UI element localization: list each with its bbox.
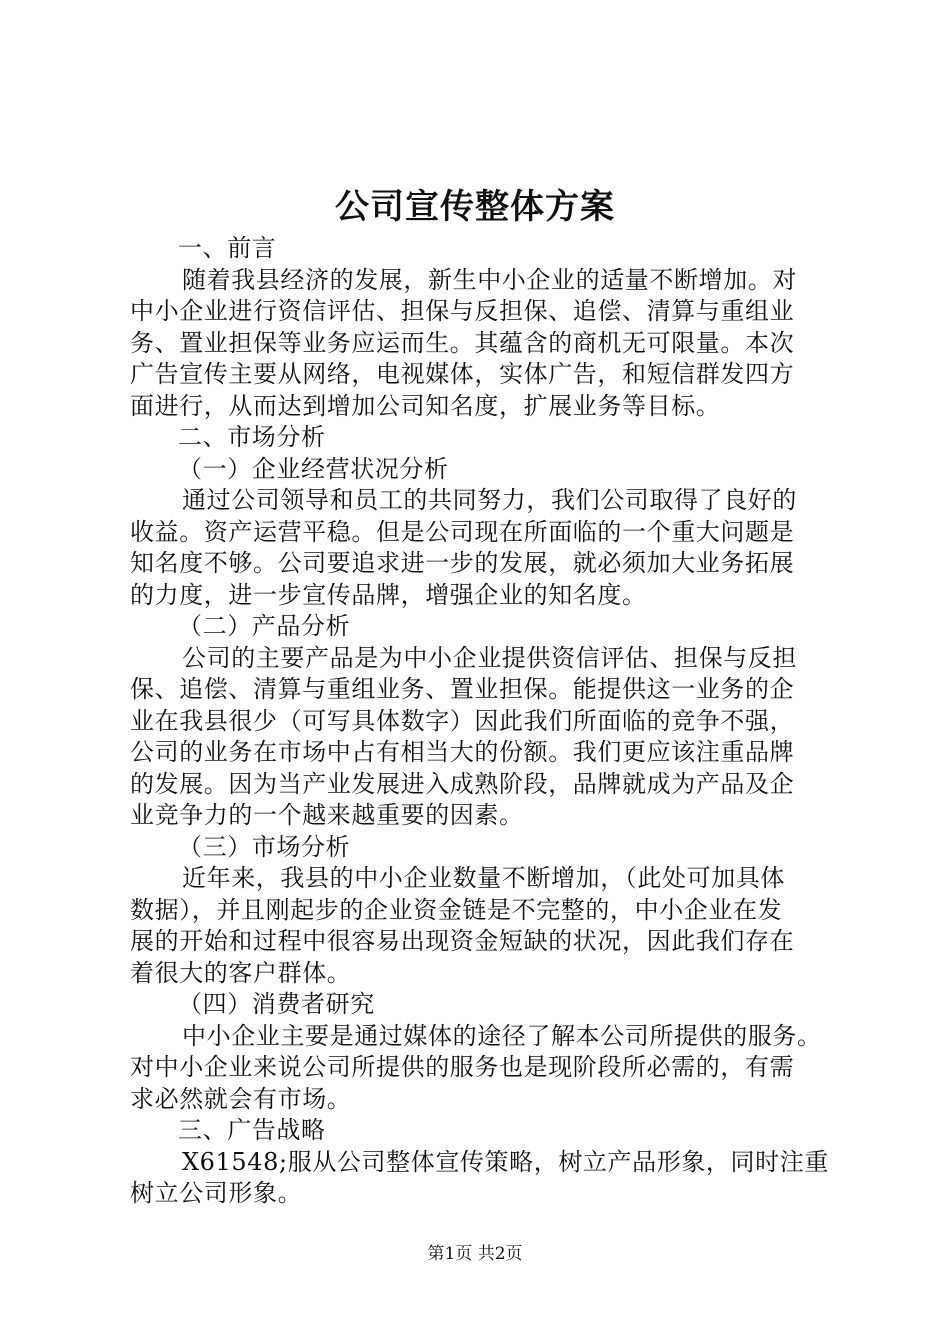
paragraph-line: 对中小企业来说公司所提供的服务也是现阶段所必需的，有需	[130, 1053, 795, 1081]
paragraph-line: 业竞争力的一个越来越重要的因素。	[130, 801, 524, 829]
paragraph-line: 收益。资产运营平稳。但是公司现在所面临的一个重大问题是	[130, 517, 795, 546]
section-heading: 三、广告战略	[178, 1116, 326, 1144]
subsection-heading: （一）企业经营状况分析	[178, 454, 449, 483]
page-footer: 第1页 共2页	[427, 1244, 523, 1264]
section-heading: 二、市场分析	[178, 423, 326, 451]
paragraph-first-line: 通过公司领导和员工的共同努力，我们公司取得了良好的	[182, 486, 797, 514]
paragraph-line: 数据），并且刚起步的企业资金链是不完整的，中小企业在发	[130, 895, 783, 924]
subsection-heading: （四）消费者研究	[178, 990, 375, 1018]
paragraph-line: 的力度，进一步宣传品牌，增强企业的知名度。	[130, 580, 647, 609]
paragraph-line: 中小企业进行资信评估、担保与反担保、追偿、清算与重组业	[130, 297, 795, 325]
paragraph-line: 的发展。因为当产业发展进入成熟阶段，品牌就成为产品及企	[130, 769, 795, 798]
paragraph-line: 求必然就会有市场。	[130, 1084, 352, 1113]
paragraph-first-line: 随着我县经济的发展，新生中小企业的适量不断增加。对	[182, 265, 797, 294]
paragraph-line: 务、置业担保等业务应运而生。其蕴含的商机无可限量。本次	[130, 328, 795, 357]
section-heading: 一、前言	[178, 234, 277, 262]
subsection-heading: （三）市场分析	[178, 832, 351, 861]
paragraph-line: 保、追偿、清算与重组业务、置业担保。能提供这一业务的企	[130, 675, 795, 703]
paragraph-line: 树立公司形象。	[130, 1179, 303, 1207]
paragraph-first-line: X61548;服从公司整体宣传策略，树立产品形象，同时注重	[182, 1147, 829, 1176]
paragraph-line: 广告宣传主要从网络，电视媒体，实体广告，和短信群发四方	[130, 360, 795, 388]
paragraph-first-line: 公司的主要产品是为中小企业提供资信评估、担保与反担	[182, 643, 797, 672]
paragraph-line: 知名度不够。公司要追求进一步的发展，就必须加大业务拓展	[130, 549, 795, 577]
paragraph-first-line: 中小企业主要是通过媒体的途径了解本公司所提供的服务。	[182, 1021, 822, 1050]
paragraph-line: 着很大的客户群体。	[130, 958, 352, 987]
subsection-heading: （二）产品分析	[178, 612, 351, 640]
paragraph-line: 展的开始和过程中很容易出现资金短缺的状况，因此我们存在	[130, 927, 795, 955]
paragraph-line: 公司的业务在市场中占有相当大的份额。我们更应该注重品牌	[130, 738, 795, 766]
paragraph-line: 业在我县很少（可写具体数字）因此我们所面临的竞争不强，	[130, 706, 795, 735]
document-body	[130, 233, 830, 1210]
document-title: 公司宣传整体方案	[335, 187, 615, 227]
paragraph-first-line: 近年来，我县的中小企业数量不断增加，（此处可加具体	[182, 864, 785, 892]
paragraph-line: 面进行，从而达到增加公司知名度，扩展业务等目标。	[130, 391, 721, 420]
